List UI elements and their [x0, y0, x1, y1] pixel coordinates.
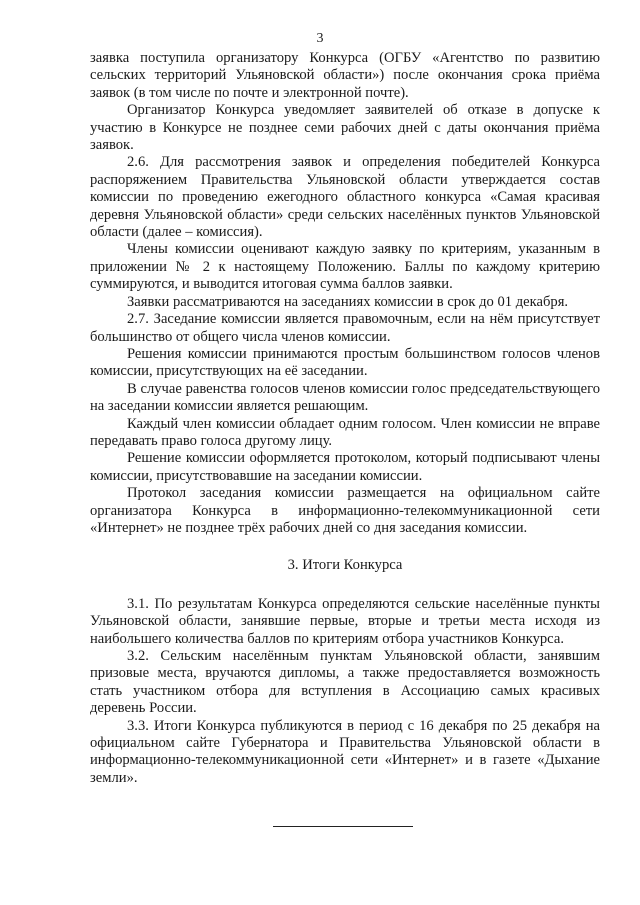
paragraph: Решение комиссии оформляется протоколом, который подписывают члены комиссии, присутствовавшие на заседании комиссии.	[90, 450, 600, 484]
section-3-body	[90, 596, 600, 787]
paragraph: Каждый член комиссии обладает одним голосом. Член комиссии не вправе передавать право голоса другому лицу.	[90, 415, 600, 449]
document-body	[90, 50, 600, 787]
paragraph: 2.6. Для рассмотрения заявок и определения победителей Конкурса распоряжением Правительства Ульяновской области утверждается состав комиссии по проведению ежегодного областного конкурса «Самая красивая деревня Ульяновской области» среди сельских населённых пунктов Ульяновской области (далее – комиссия).	[90, 154, 600, 241]
end-rule	[273, 826, 413, 827]
page-number: 3	[316, 31, 324, 46]
paragraph: 3.3. Итоги Конкурса публикуются в период с 16 декабря по 25 декабря на официальном сайте Губернатора и Правительства Ульяновской области в информационно-телекоммуникационной сети «Интернет» и в газете «Дыхание земли».	[90, 717, 600, 786]
paragraph: заявка поступила организатору Конкурса (ОГБУ «Агентство по развитию сельских территорий Ульяновской области») после окончания срока приёма заявок (в том числе по почте и электронной почте).	[90, 50, 600, 101]
paragraph: Протокол заседания комиссии размещается на официальном сайте организатора Конкурса в информационно-телекоммуникационной сети «Интернет» не позднее трёх рабочих дней со дня заседания комиссии.	[90, 485, 600, 536]
paragraph: Организатор Конкурса уведомляет заявителей об отказе в допуске к участию в Конкурсе не позднее семи рабочих дней с даты окончания приёма заявок.	[90, 102, 600, 154]
paragraph: В случае равенства голосов членов комиссии голос председательствующего на заседании комиссии является решающим.	[90, 380, 600, 415]
paragraph: 3.1. По результатам Конкурса определяются сельские населённые пункты Ульяновской области, занявшие первые, вторые и третьи места исходя из наибольшего количества баллов по критериям отбора участников Конкурса.	[90, 595, 600, 647]
paragraph: 3.2. Сельским населённым пунктам Ульяновской области, занявшим призовые места, вручаются дипломы, а также предоставляется возможность стать участником отбора для вступления в Ассоциацию самых красивых деревень России.	[90, 648, 600, 717]
paragraph: 2.7. Заседание комиссии является правомочным, если на нём присутствует большинство от общего числа членов комиссии.	[90, 311, 600, 345]
paragraph: Решения комиссии принимаются простым большинством голосов членов комиссии, присутствующих на её заседании.	[90, 345, 600, 380]
paragraph: Заявки рассматриваются на заседаниях комиссии в срок до 01 декабря.	[127, 293, 569, 310]
paragraph: Члены комиссии оценивают каждую заявку по критериям, указанным в приложении № 2 к настоящему Положению. Баллы по каждому критерию суммируются, и выводится итоговая сумма баллов заявки.	[90, 241, 600, 293]
section-2-continuation	[90, 50, 600, 537]
section-heading: 3. Итоги Конкурса	[287, 557, 403, 574]
